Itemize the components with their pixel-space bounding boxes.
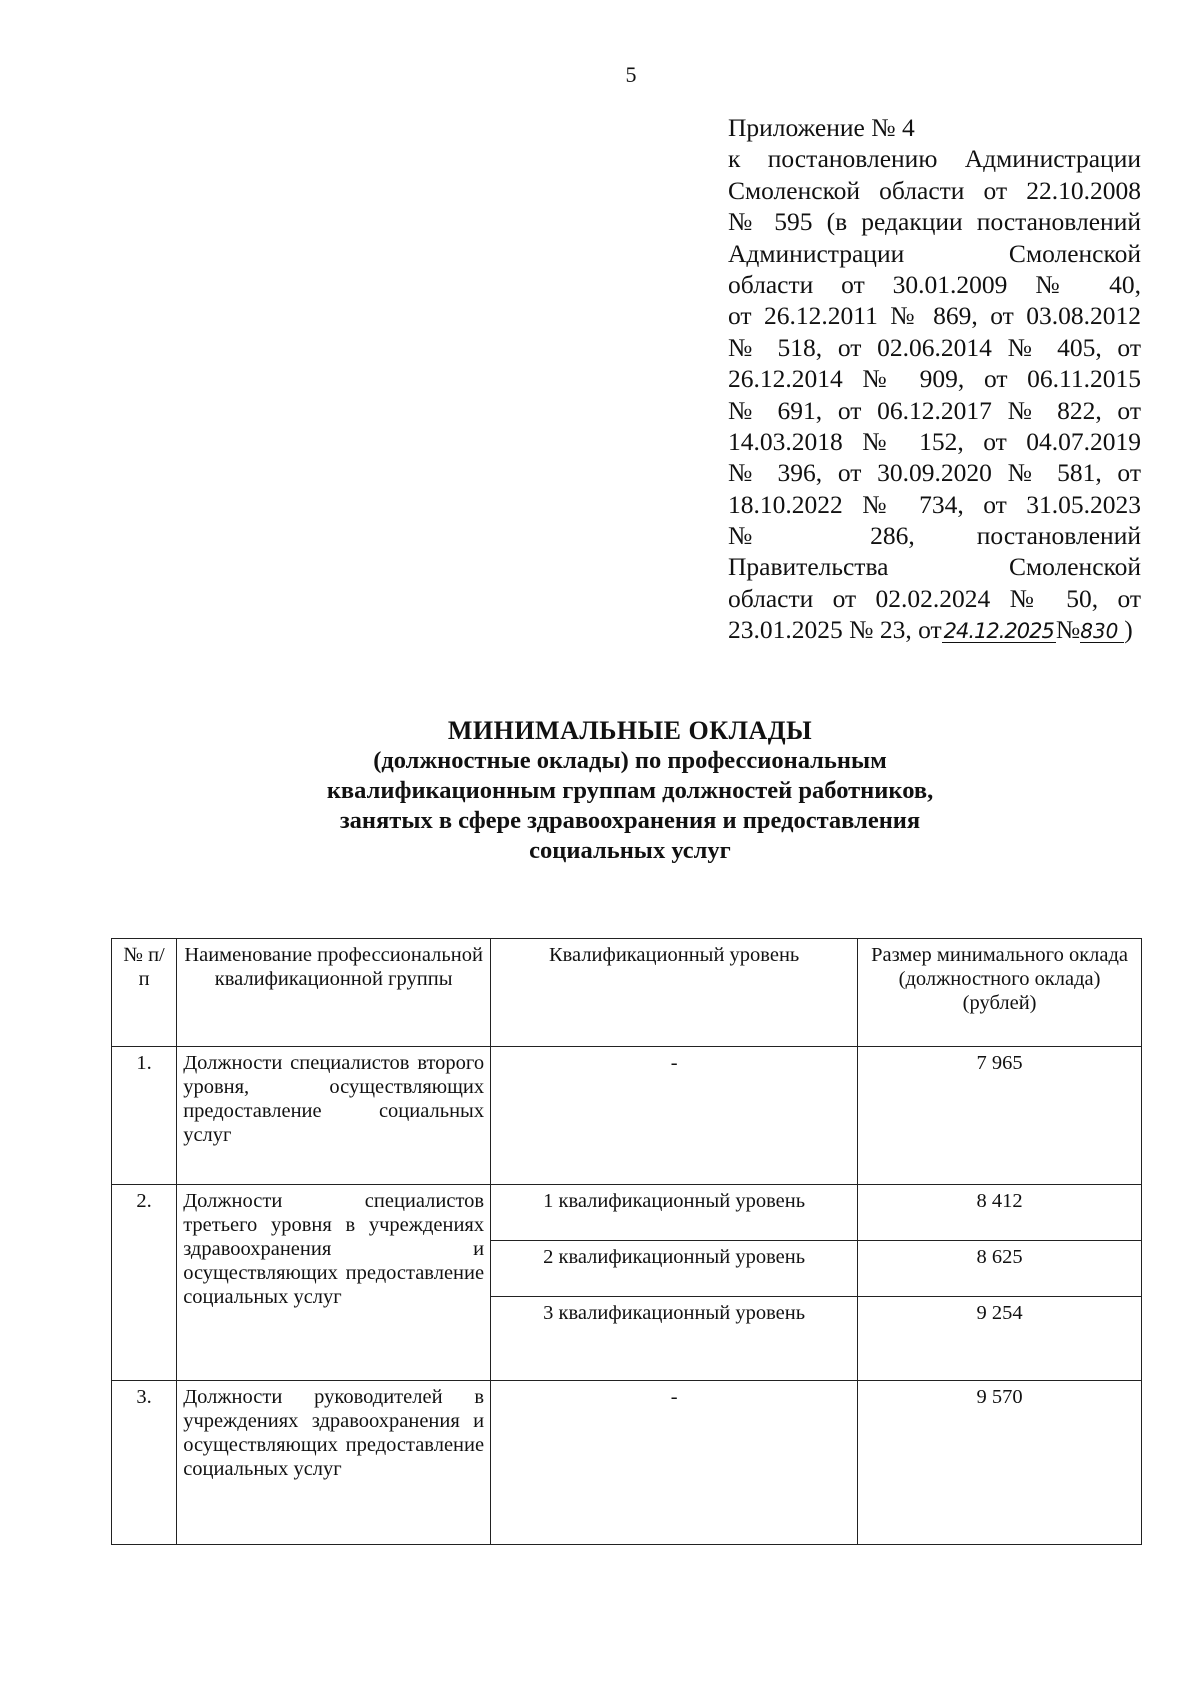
table-header-row bbox=[112, 939, 1142, 1047]
table-row bbox=[112, 1185, 1142, 1241]
appendix-line: № 518, от 02.06.2014 № 405, от bbox=[728, 332, 1141, 362]
appendix-header bbox=[728, 112, 1141, 646]
closing-paren: ) bbox=[1124, 615, 1133, 645]
appendix-line: к постановлению Администрации bbox=[728, 144, 1141, 174]
header-salary: Размер минимального оклада (должностного оклада) (рублей) bbox=[858, 939, 1142, 1047]
appendix-line: Правительства Смоленской bbox=[728, 552, 1141, 582]
table-row bbox=[112, 1381, 1142, 1545]
appendix-line: от 26.12.2011 № 869, от 03.08.2012 bbox=[728, 301, 1141, 331]
number-sign: № bbox=[1055, 615, 1081, 645]
appendix-line: 26.12.2014 № 909, от 06.11.2015 bbox=[728, 364, 1141, 394]
appendix-line: № 286, постановлений bbox=[728, 521, 1141, 551]
appendix-last-line-prefix: 23.01.2025 № 23, от bbox=[728, 615, 942, 645]
row-group: Должности специалистов второго уровня, осуществляющих предоставление социальных услуг bbox=[177, 1047, 491, 1185]
row-salary: 7 965 bbox=[858, 1047, 1142, 1185]
appendix-line: 18.10.2022 № 734, от 31.05.2023 bbox=[728, 489, 1141, 519]
row-salary: 9 570 bbox=[858, 1381, 1142, 1545]
title-line: (должностные оклады) по профессиональным bbox=[373, 747, 887, 774]
row-level: 3 квалификационный уровень bbox=[491, 1297, 858, 1381]
row-level: 2 квалификационный уровень bbox=[491, 1241, 858, 1297]
header-num: № п/п bbox=[112, 939, 177, 1047]
handwritten-date: 24.12.2025 bbox=[943, 619, 1054, 644]
salary-table bbox=[111, 938, 1142, 1545]
row-salary: 8 625 bbox=[858, 1241, 1142, 1297]
row-group: Должности руководителей в учреждениях здравоохранения и осуществляющих предоставление социальных услуг bbox=[177, 1381, 491, 1545]
header-group: Наименование профессиональной квалификационной группы bbox=[177, 939, 491, 1047]
appendix-line: Смоленской области от 22.10.2008 bbox=[728, 175, 1141, 205]
appendix-line: № 595 (в редакции постановлений bbox=[728, 207, 1141, 237]
title-line: МИНИМАЛЬНЫЕ ОКЛАДЫ bbox=[447, 716, 813, 745]
title-line: квалификационным группам должностей работников, bbox=[326, 777, 934, 804]
row-num: 1. bbox=[112, 1047, 177, 1185]
appendix-line: 14.03.2018 № 152, от 04.07.2019 bbox=[728, 426, 1141, 456]
appendix-line: № 691, от 06.12.2017 № 822, от bbox=[728, 395, 1141, 425]
document-title bbox=[250, 716, 1010, 866]
handwritten-number: 830 bbox=[1080, 620, 1124, 643]
row-num: 2. bbox=[112, 1185, 177, 1381]
title-line: социальных услуг bbox=[529, 837, 731, 864]
row-group: Должности специалистов третьего уровня в учреждениях здравоохранения и осуществляющих предоставление социальных услуг bbox=[177, 1185, 491, 1381]
row-level: - bbox=[491, 1047, 858, 1185]
appendix-line: № 396, от 30.09.2020 № 581, от bbox=[728, 458, 1141, 488]
row-level: - bbox=[491, 1381, 858, 1545]
row-num: 3. bbox=[112, 1381, 177, 1545]
row-salary: 8 412 bbox=[858, 1185, 1142, 1241]
title-line: занятых в сфере здравоохранения и предоставления bbox=[339, 807, 921, 834]
appendix-line: области от 02.02.2024 № 50, от bbox=[728, 583, 1141, 613]
appendix-line: Администрации Смоленской bbox=[728, 238, 1141, 268]
appendix-line: Приложение № 4 bbox=[728, 113, 915, 142]
appendix-last-line bbox=[728, 614, 1141, 645]
appendix-line: области от 30.01.2009 № 40, bbox=[728, 269, 1141, 299]
header-level: Квалификационный уровень bbox=[491, 939, 858, 1047]
row-level: 1 квалификационный уровень bbox=[491, 1185, 858, 1241]
table-row bbox=[112, 1047, 1142, 1185]
row-salary: 9 254 bbox=[858, 1297, 1142, 1381]
page-number: 5 bbox=[625, 62, 637, 87]
